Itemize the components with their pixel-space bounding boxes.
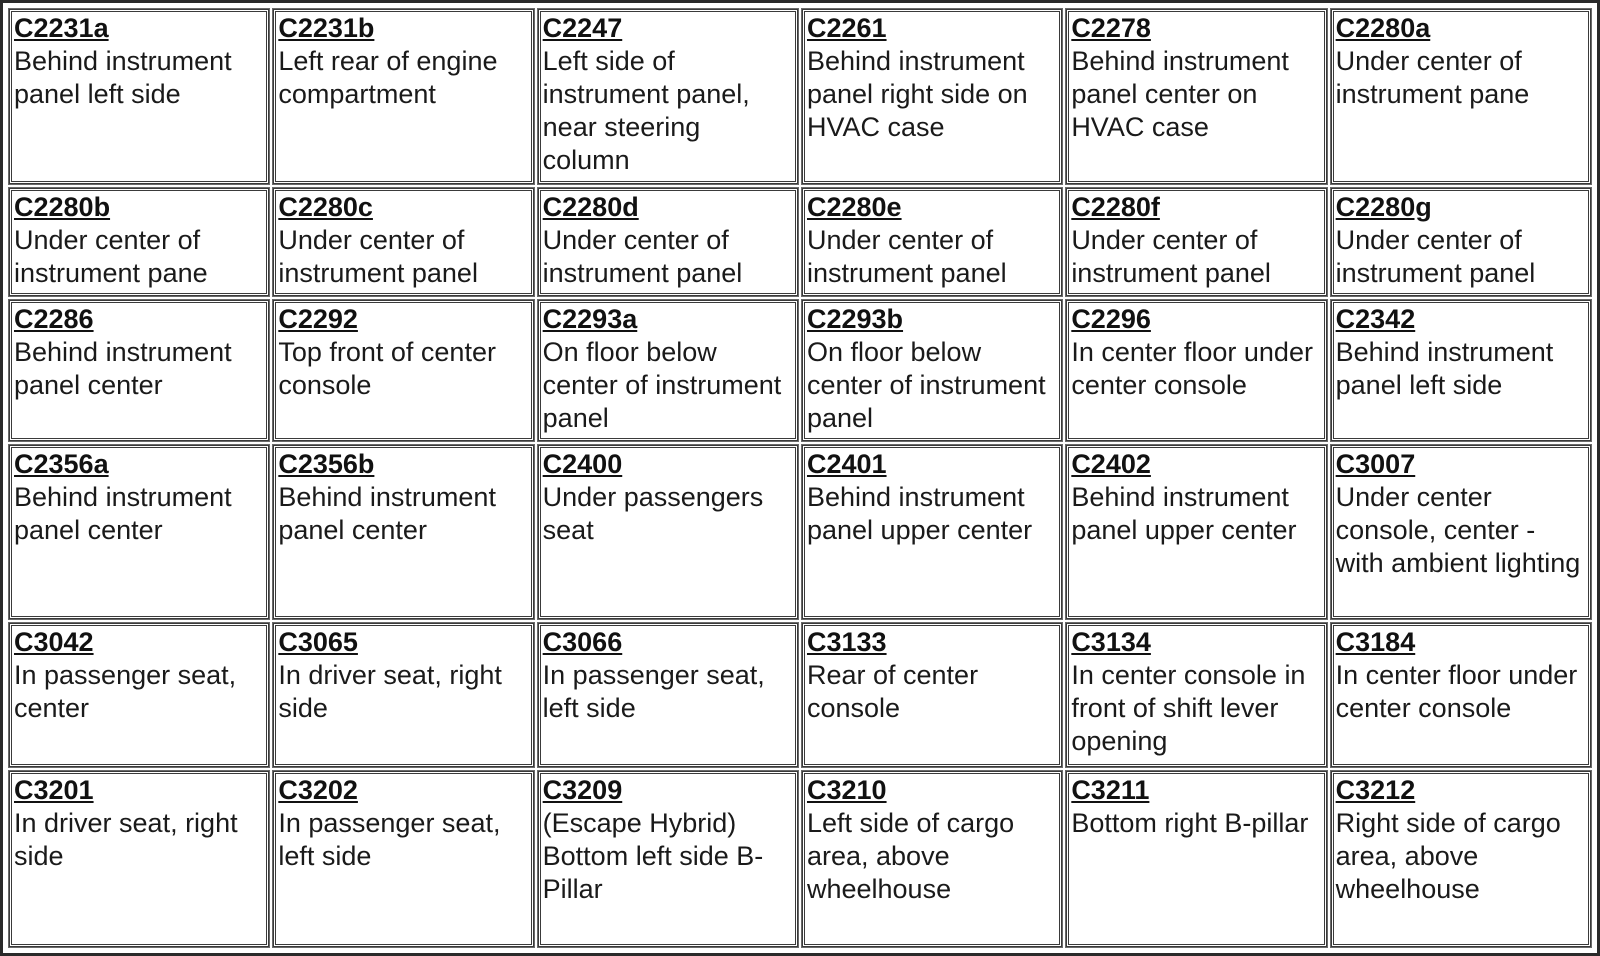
table-cell — [538, 9, 798, 184]
table-cell — [273, 623, 533, 766]
table-cell — [9, 771, 269, 947]
connector-id-link[interactable]: C2280c — [278, 192, 373, 223]
connector-location: Left rear of engine compartment — [278, 46, 498, 109]
table-cell — [1331, 623, 1591, 766]
connector-location: Behind instrument panel center — [14, 336, 232, 400]
connector-id-link[interactable]: C2280e — [806, 192, 902, 223]
connector-location: On floor below center of instrument panel — [806, 336, 1046, 433]
table-cell — [1331, 9, 1591, 184]
connector-location: Under center of instrument pane — [1335, 46, 1530, 109]
table-cell — [538, 445, 798, 619]
connector-location: Under center of instrument panel — [542, 225, 743, 289]
connector-location: Under center console, center - with ambient lighting — [1335, 482, 1581, 579]
connector-location: Top front of center console — [278, 336, 496, 400]
connector-id-link[interactable]: C2280a — [1335, 13, 1431, 43]
connector-location: (Escape Hybrid) Bottom left side B-Pillar — [542, 807, 764, 904]
connector-id-link[interactable]: C2296 — [1071, 303, 1151, 334]
connector-id-link[interactable]: C2280g — [1335, 192, 1432, 223]
connector-location: Under center of instrument panel — [1071, 225, 1271, 289]
table-cell — [538, 188, 798, 296]
connector-location: Under passengers seat — [542, 482, 764, 546]
table-cell — [9, 188, 269, 296]
table-cell — [802, 188, 1062, 296]
table-cell — [538, 771, 798, 947]
connector-location: Left side of instrument panel, near steering column — [542, 46, 750, 175]
table-cell — [273, 188, 533, 296]
table-body — [9, 9, 1591, 947]
connector-location: Behind instrument panel right side on HVAC case — [806, 46, 1028, 142]
connector-location: In passenger seat, left side — [278, 807, 501, 871]
connector-location: Behind instrument panel center — [278, 482, 496, 546]
table-cell — [1331, 188, 1591, 296]
connector-location: In center floor under center console — [1335, 660, 1578, 724]
connector-id-link[interactable]: C2280d — [542, 192, 639, 223]
table-row — [9, 445, 1591, 619]
connector-id-link[interactable]: C2342 — [1335, 303, 1416, 334]
table-cell — [273, 300, 533, 441]
connector-id-link[interactable]: C3007 — [1335, 449, 1416, 480]
connector-id-link[interactable]: C2280b — [14, 192, 111, 223]
table-cell — [1066, 445, 1326, 619]
connector-id-link[interactable]: C3201 — [14, 774, 94, 805]
connector-location: On floor below center of instrument panel — [542, 336, 782, 433]
table-cell — [802, 9, 1062, 184]
connector-id-link[interactable]: C3209 — [542, 774, 623, 805]
table-row — [9, 9, 1591, 184]
connector-id-link[interactable]: C2400 — [542, 449, 623, 480]
table-cell — [538, 300, 798, 441]
table-cell — [273, 445, 533, 619]
table-cell — [1066, 9, 1326, 184]
connector-id-link[interactable]: C2231a — [14, 13, 109, 43]
connector-id-link[interactable]: C2247 — [542, 13, 623, 43]
connector-location: Behind instrument panel upper center — [1071, 482, 1297, 546]
connector-id-link[interactable]: C3212 — [1335, 774, 1416, 805]
connector-location: In center floor under center console — [1071, 336, 1313, 400]
connector-location-table — [5, 5, 1595, 951]
connector-id-link[interactable]: C2401 — [806, 449, 887, 480]
connector-location: In driver seat, right side — [278, 660, 502, 724]
connector-location: Behind instrument panel left side — [14, 46, 232, 109]
connector-location: In passenger seat, center — [14, 660, 237, 724]
table-cell — [802, 771, 1062, 947]
connector-id-link[interactable]: C2278 — [1071, 13, 1151, 43]
connector-location: Behind instrument panel upper center — [806, 482, 1033, 546]
connector-id-link[interactable]: C3042 — [14, 627, 94, 658]
connector-id-link[interactable]: C2356a — [14, 449, 109, 480]
table-cell — [538, 623, 798, 766]
connector-id-link[interactable]: C3133 — [806, 627, 887, 658]
connector-id-link[interactable]: C2231b — [278, 13, 375, 43]
connector-id-link[interactable]: C2293b — [806, 303, 904, 334]
connector-location: Under center of instrument panel — [806, 225, 1007, 289]
connector-id-link[interactable]: C2293a — [542, 303, 638, 334]
connector-id-link[interactable]: C2402 — [1071, 449, 1151, 480]
table-row — [9, 771, 1591, 947]
table-cell — [1331, 445, 1591, 619]
connector-location: Bottom right B-pillar — [1071, 807, 1309, 838]
connector-id-link[interactable]: C2292 — [278, 303, 358, 334]
table-cell — [1066, 771, 1326, 947]
connector-location: Behind instrument panel center — [14, 482, 232, 546]
connector-location: Rear of center console — [806, 660, 979, 724]
connector-id-link[interactable]: C3202 — [278, 774, 358, 805]
connector-id-link[interactable]: C2261 — [806, 13, 887, 43]
connector-id-link[interactable]: C3211 — [1071, 774, 1150, 805]
table-cell — [9, 445, 269, 619]
connector-location: Behind instrument panel center on HVAC case — [1071, 46, 1289, 142]
connector-location: Under center of instrument panel — [1335, 225, 1536, 289]
table-cell — [802, 623, 1062, 766]
table-cell — [1331, 300, 1591, 441]
connector-location: Behind instrument panel left side — [1335, 336, 1554, 400]
table-row — [9, 300, 1591, 441]
connector-location: In passenger seat, left side — [542, 660, 765, 724]
table-row — [9, 188, 1591, 296]
connector-location: Under center of instrument pane — [14, 225, 208, 289]
connector-id-link[interactable]: C3210 — [806, 774, 887, 805]
table-cell — [802, 445, 1062, 619]
connector-id-link[interactable]: C3134 — [1071, 627, 1151, 658]
connector-id-link[interactable]: C2356b — [278, 449, 375, 480]
connector-location: Under center of instrument panel — [278, 225, 478, 289]
connector-id-link[interactable]: C3065 — [278, 627, 358, 658]
connector-id-link[interactable]: C2280f — [1071, 192, 1160, 223]
table-cell — [273, 771, 533, 947]
connector-location: Right side of cargo area, above wheelhouse — [1335, 807, 1561, 904]
connector-location: In center console in front of shift lever opening — [1071, 660, 1306, 757]
table-cell — [9, 300, 269, 441]
table-cell — [273, 9, 533, 184]
table-row — [9, 623, 1591, 766]
table-cell — [1331, 771, 1591, 947]
table-cell — [1066, 623, 1326, 766]
connector-location: Left side of cargo area, above wheelhouse — [806, 807, 1015, 904]
table-cell — [802, 300, 1062, 441]
connector-location: In driver seat, right side — [14, 807, 238, 871]
connector-id-link[interactable]: C3184 — [1335, 627, 1416, 658]
connector-id-link[interactable]: C3066 — [542, 627, 623, 658]
table-cell — [1066, 188, 1326, 296]
table-cell — [9, 623, 269, 766]
table-cell — [1066, 300, 1326, 441]
table-cell — [9, 9, 269, 184]
connector-id-link[interactable]: C2286 — [14, 303, 94, 334]
